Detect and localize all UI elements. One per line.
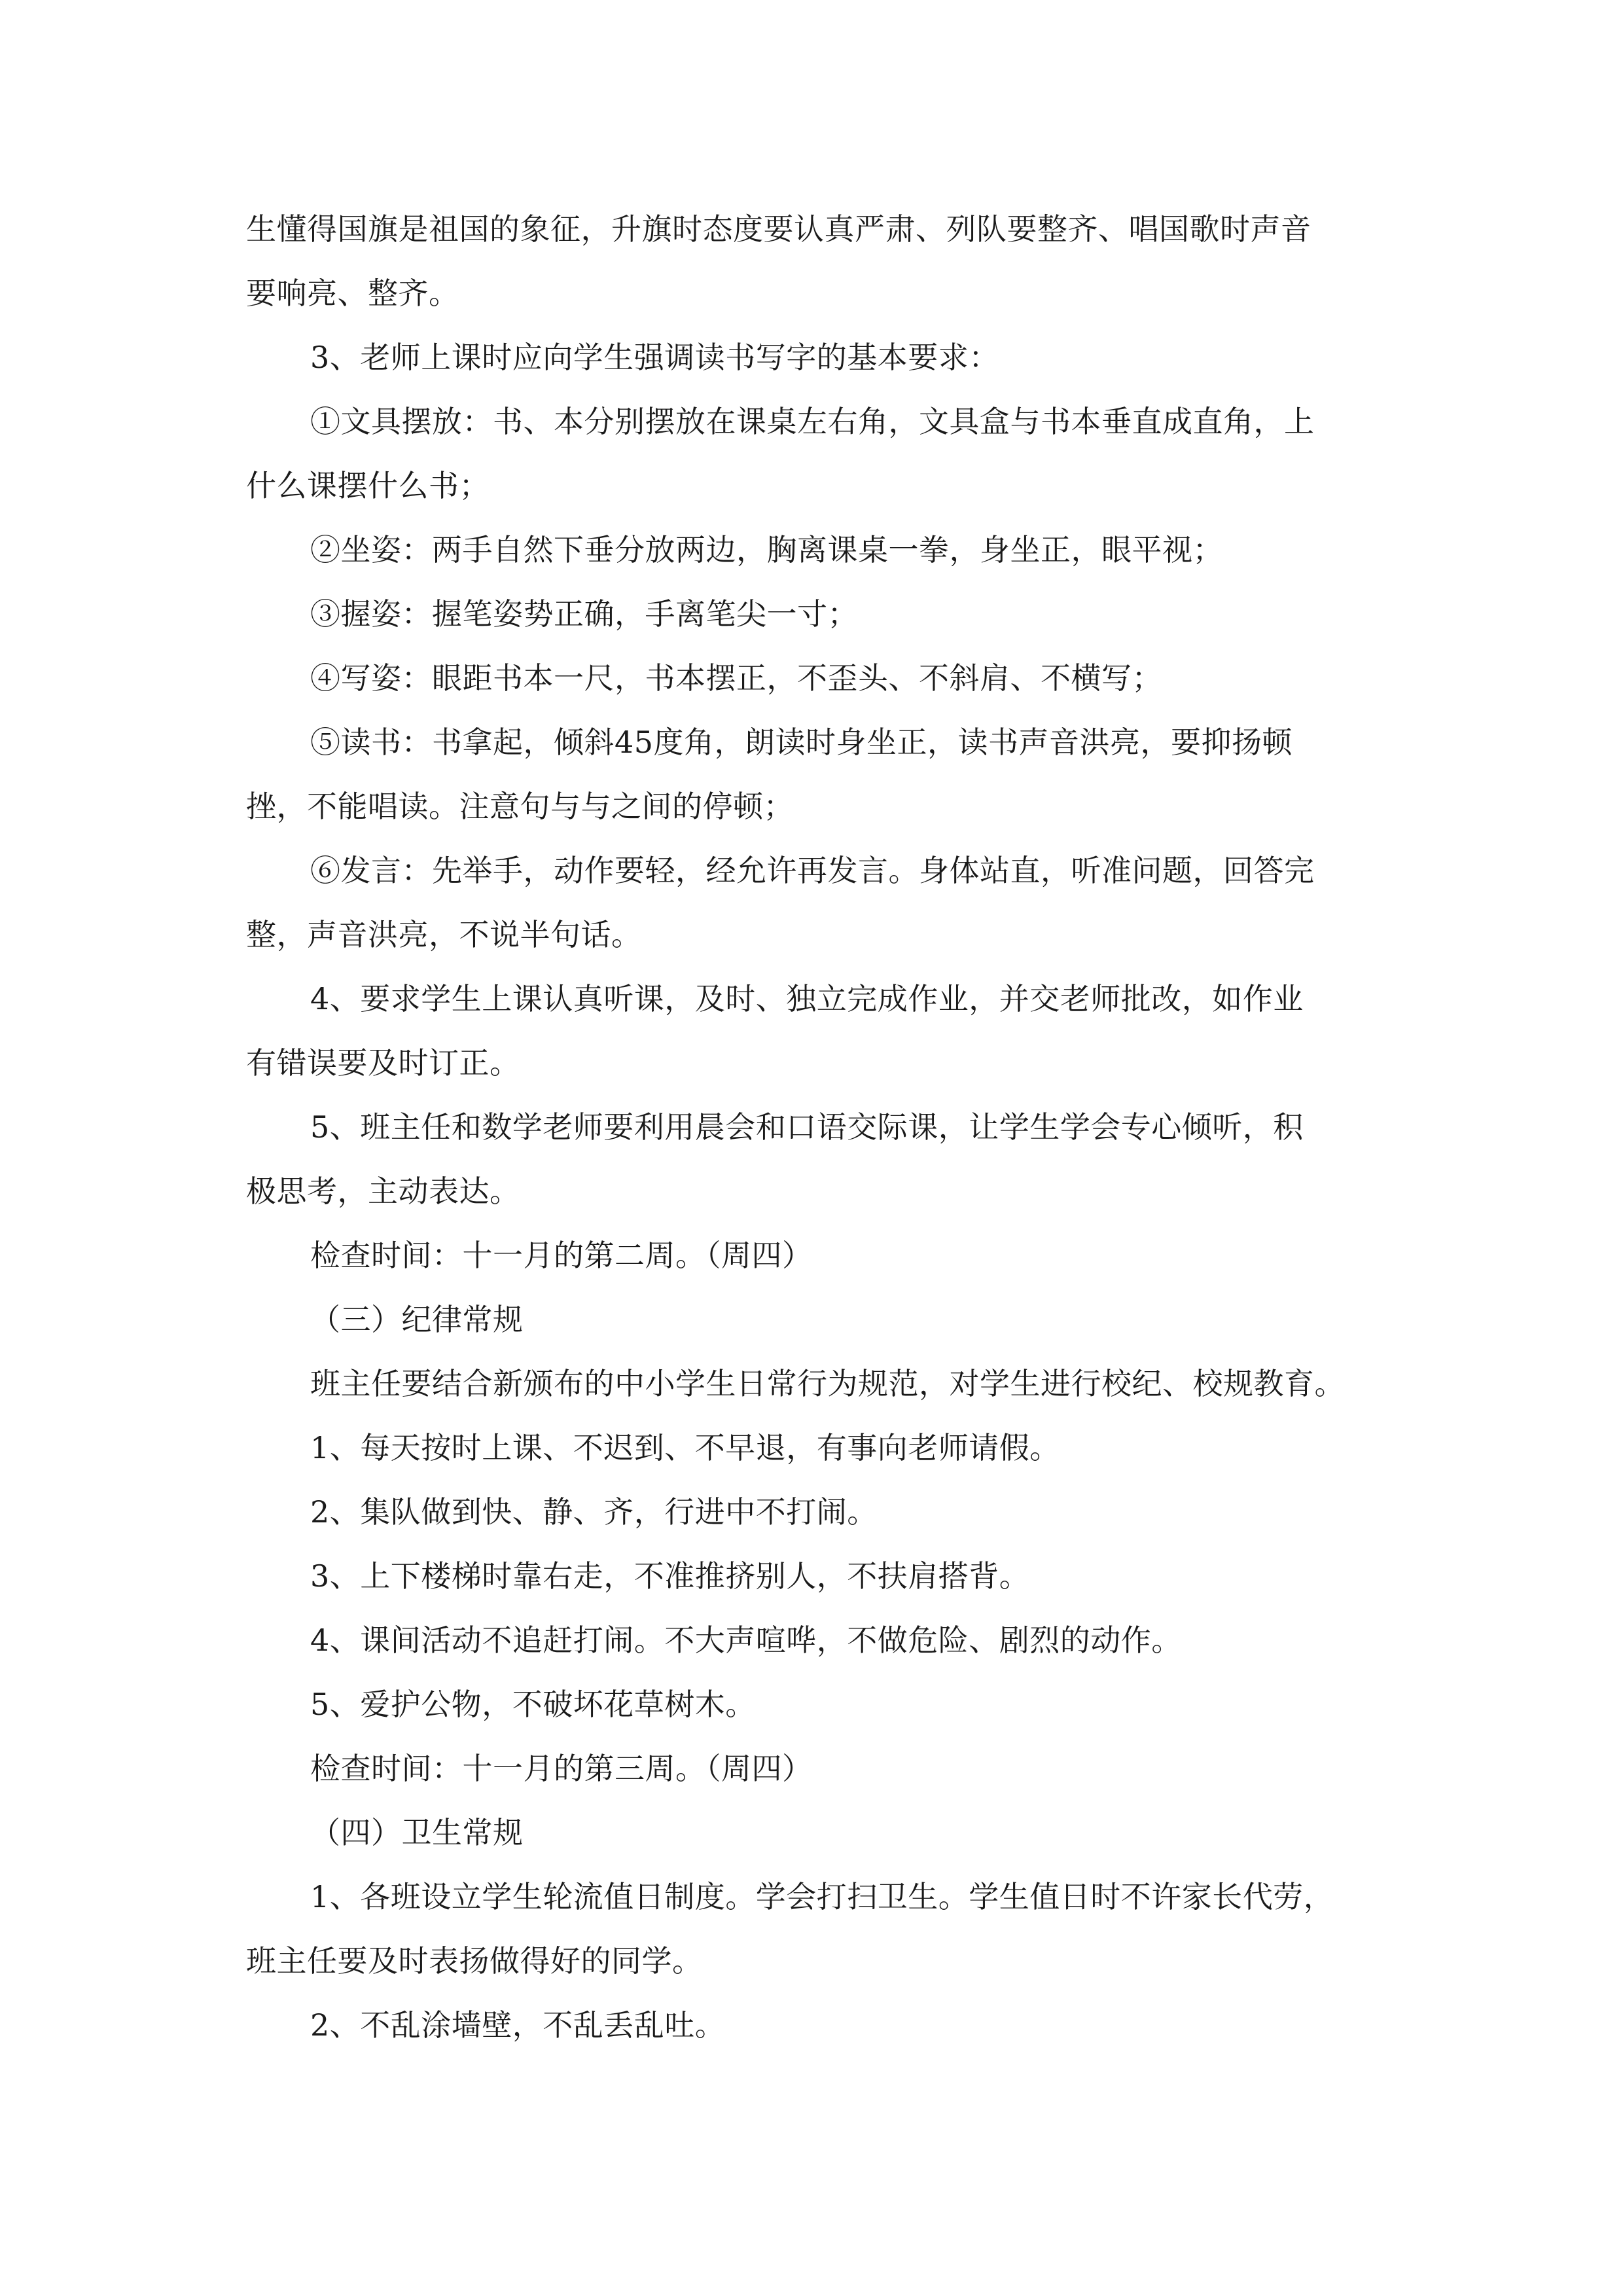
text-line: 5、爱护公物，不破坏花草树木。 xyxy=(310,1687,756,1722)
text-line: 有错误要及时订正。 xyxy=(246,1045,520,1081)
text-line: 1、每天按时上课、不迟到、不早退，有事向老师请假。 xyxy=(310,1430,1060,1465)
text-line: 整，声音洪亮，不说半句话。 xyxy=(246,917,642,952)
text-line: 2、集队做到快、静、齐，行进中不打闹。 xyxy=(310,1494,878,1530)
text-line: ②坐姿：两手自然下垂分放两边，胸离课桌一拳，身坐正，眼平视； xyxy=(310,532,1223,567)
text-line: 4、要求学生上课认真听课，及时、独立完成作业，并交老师批改，如作业 xyxy=(310,981,1304,1016)
text-line: 1、各班设立学生轮流值日制度。学会打扫卫生。学生值日时不许家长代劳， xyxy=(310,1879,1334,1914)
text-line: 班主任要及时表扬做得好的同学。 xyxy=(246,1943,703,1979)
check-time-line: 检查时间：十一月的第二周。（周四） xyxy=(310,1238,813,1273)
text-line: 什么课摆什么书； xyxy=(246,468,490,503)
text-line: 2、不乱涂墙壁，不乱丢乱吐。 xyxy=(310,2007,726,2043)
text-line: 3、上下楼梯时靠右走，不准推挤别人，不扶肩搭背。 xyxy=(310,1558,1030,1594)
text-line: ④写姿：眼距书本一尺，书本摆正，不歪头、不斜肩、不横写； xyxy=(310,660,1162,696)
text-line: 3、老师上课时应向学生强调读书写字的基本要求： xyxy=(310,340,999,375)
text-line: 挫，不能唱读。注意句与与之间的停顿； xyxy=(246,789,794,824)
section-heading: （三）纪律常规 xyxy=(310,1302,524,1337)
text-line: 生懂得国旗是祖国的象征，升旗时态度要认真严肃、列队要整齐、唱国歌时声音 xyxy=(246,211,1311,247)
text-line: 班主任要结合新颁布的中小学生日常行为规范，对学生进行校纪、校规教育。 xyxy=(310,1366,1345,1401)
text-line: ③握姿：握笔姿势正确，手离笔尖一寸； xyxy=(310,596,858,632)
section-heading: （四）卫生常规 xyxy=(310,1815,524,1850)
text-line: ①文具摆放：书、本分别摆放在课桌左右角，文具盒与书本垂直成直角，上 xyxy=(310,404,1315,439)
text-line: 4、课间活动不追赶打闹。不大声喧哗，不做危险、剧烈的动作。 xyxy=(310,1623,1182,1658)
text-line: 5、班主任和数学老师要利用晨会和口语交际课，让学生学会专心倾听，积 xyxy=(310,1109,1304,1145)
text-line: ⑥发言：先举手，动作要轻，经允许再发言。身体站直，听准问题，回答完 xyxy=(310,853,1315,888)
text-line: 极思考，主动表达。 xyxy=(246,1174,520,1209)
text-line: 要响亮、整齐。 xyxy=(246,276,459,311)
check-time-line: 检查时间：十一月的第三周。（周四） xyxy=(310,1751,813,1786)
text-line: ⑤读书：书拿起，倾斜45度角，朗读时身坐正，读书声音洪亮，要抑扬顿 xyxy=(310,725,1293,760)
